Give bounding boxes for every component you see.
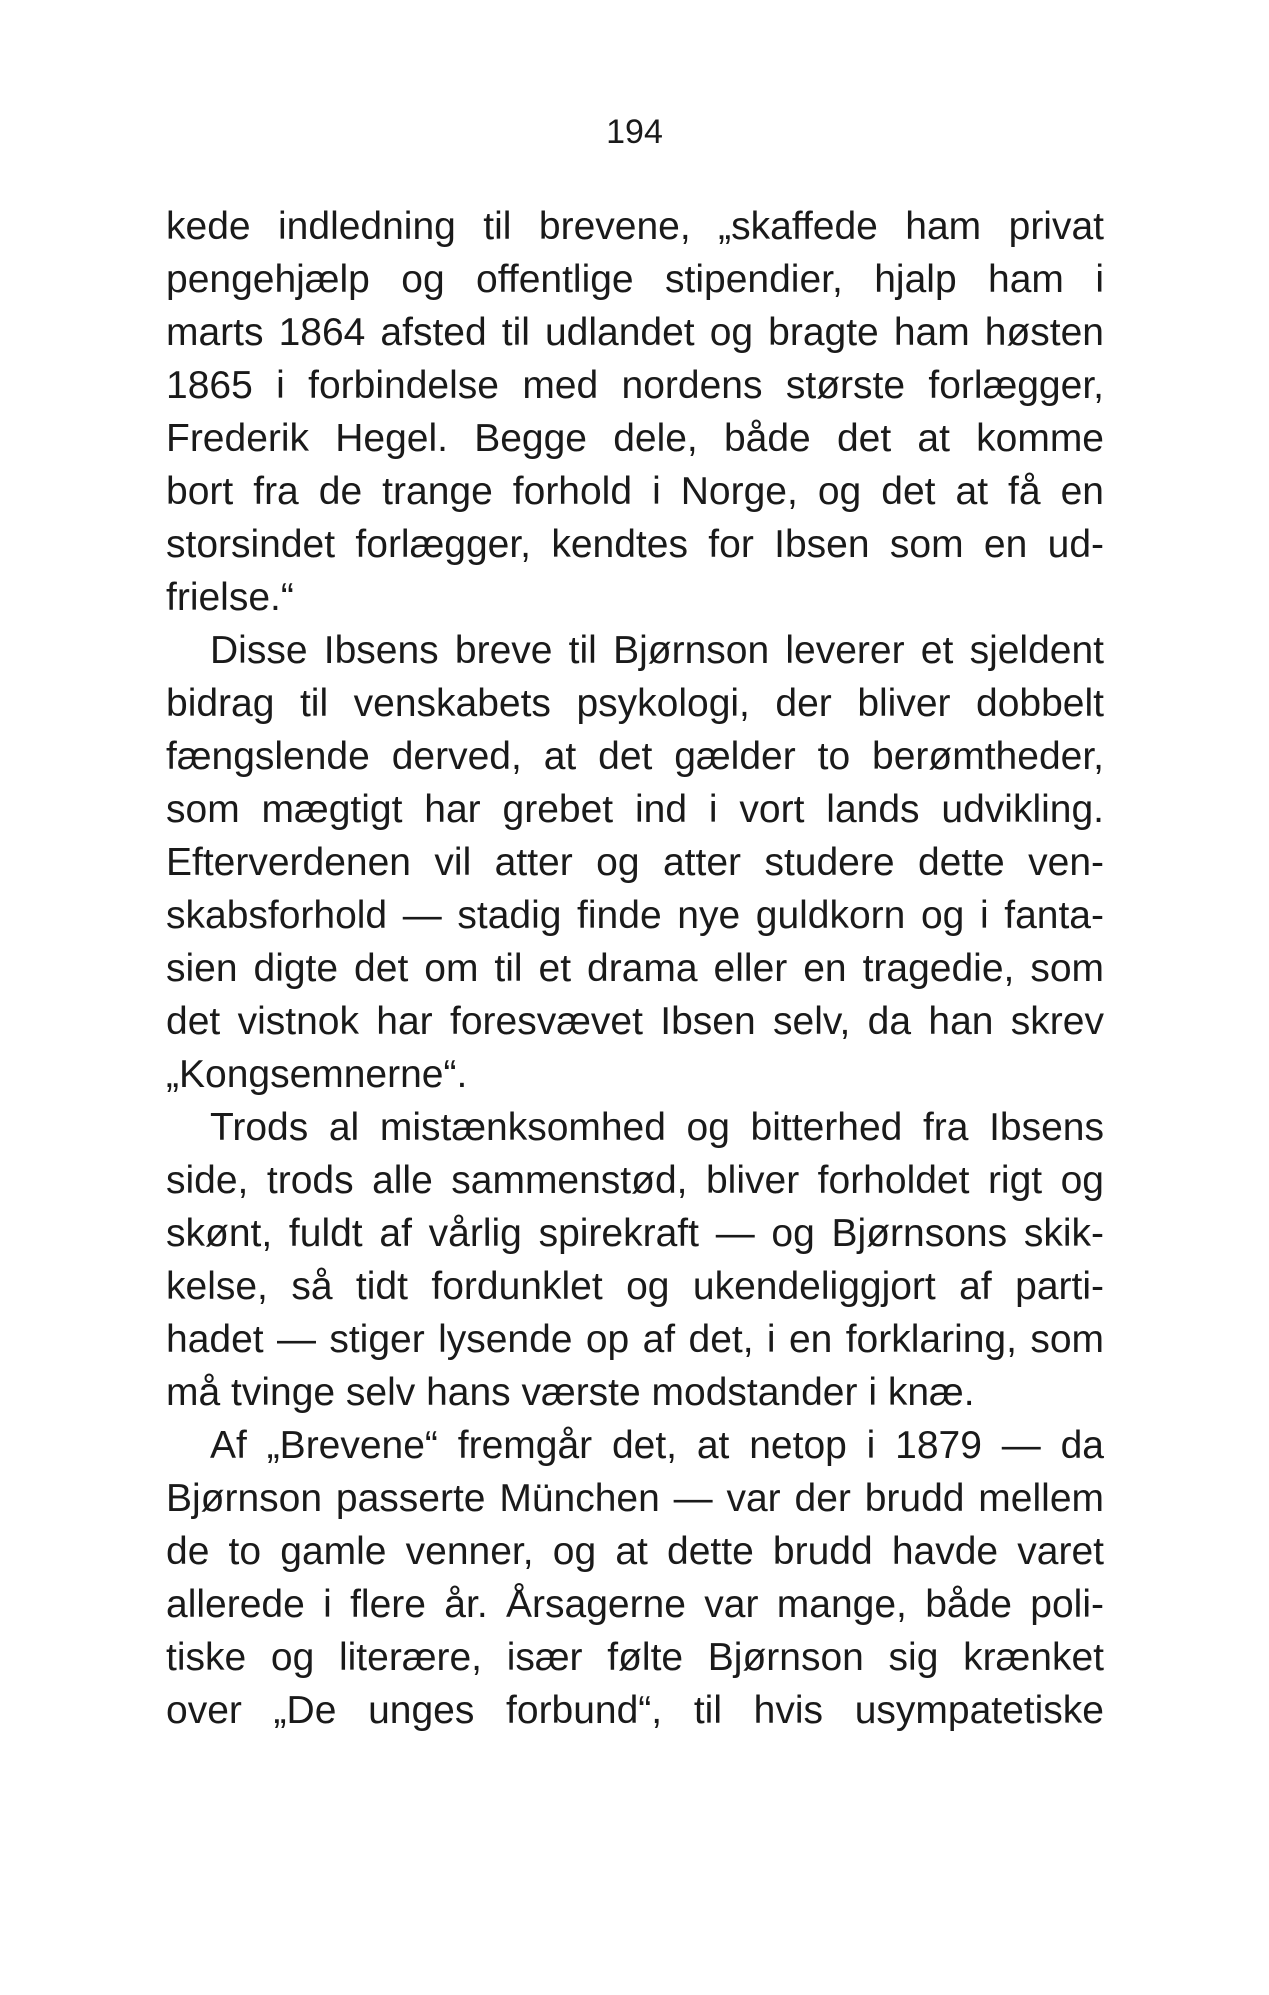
- text-line: marts 1864 afsted til udlandet og bragte ham høsten: [166, 311, 1104, 354]
- text-line: kelse, så tidt fordunklet og ukendeliggjort af parti-: [166, 1265, 1104, 1308]
- text-line: hadet — stiger lysende op af det, i en forklaring, som: [166, 1318, 1104, 1361]
- text-line: storsindet forlægger, kendtes for Ibsen som en ud-: [166, 523, 1104, 566]
- text-line: må tvinge selv hans værste modstander i knæ.: [166, 1371, 975, 1414]
- text-line: „Kongsemnerne“.: [166, 1053, 468, 1096]
- text-line: side, trods alle sammenstød, bliver forholdet rigt og: [166, 1159, 1104, 1202]
- text-line: Frederik Hegel. Begge dele, både det at komme: [166, 417, 1104, 460]
- text-line: frielse.“: [166, 576, 294, 619]
- text-line: kede indledning til brevene, „skaffede ham privat: [166, 205, 1104, 248]
- text-line: fængslende derved, at det gælder to berømtheder,: [166, 735, 1104, 778]
- text-line: bort fra de trange forhold i Norge, og det at få en: [166, 470, 1104, 513]
- text-line: Bjørnson passerte München — var der brudd mellem: [166, 1477, 1104, 1520]
- text-line: skabsforhold — stadig finde nye guldkorn og i fanta-: [166, 894, 1104, 937]
- text-line: 1865 i forbindelse med nordens største forlægger,: [166, 364, 1104, 407]
- text-line: tiske og literære, især følte Bjørnson sig krænket: [166, 1636, 1104, 1679]
- paragraph-start-line: Disse Ibsens breve til Bjørnson leverer et sjeldent: [210, 629, 1104, 672]
- paragraph-start-line: Trods al mistænksomhed og bitterhed fra Ibsens: [210, 1106, 1104, 1149]
- text-line: sien digte det om til et drama eller en tragedie, som: [166, 947, 1104, 990]
- text-line: pengehjælp og offentlige stipendier, hjalp ham i: [166, 258, 1104, 301]
- text-line: de to gamle venner, og at dette brudd havde varet: [166, 1530, 1104, 1573]
- text-line: bidrag til venskabets psykologi, der bliver dobbelt: [166, 682, 1104, 725]
- page-number: 194: [606, 113, 663, 151]
- text-line: som mægtigt har grebet ind i vort lands udvikling.: [166, 788, 1104, 831]
- body-text: [166, 200, 1104, 1737]
- text-line: Efterverdenen vil atter og atter studere dette ven-: [166, 841, 1104, 884]
- text-line: allerede i flere år. Årsagerne var mange, både poli-: [166, 1583, 1104, 1626]
- text-line: skønt, fuldt af vårlig spirekraft — og Bjørnsons skik-: [166, 1212, 1104, 1255]
- text-line: over „De unges forbund“, til hvis usympatetiske: [166, 1689, 1104, 1732]
- paragraph-start-line: Af „Brevene“ fremgår det, at netop i 1879 — da: [210, 1424, 1104, 1467]
- text-line: det vistnok har foresvævet Ibsen selv, da han skrev: [166, 1000, 1104, 1043]
